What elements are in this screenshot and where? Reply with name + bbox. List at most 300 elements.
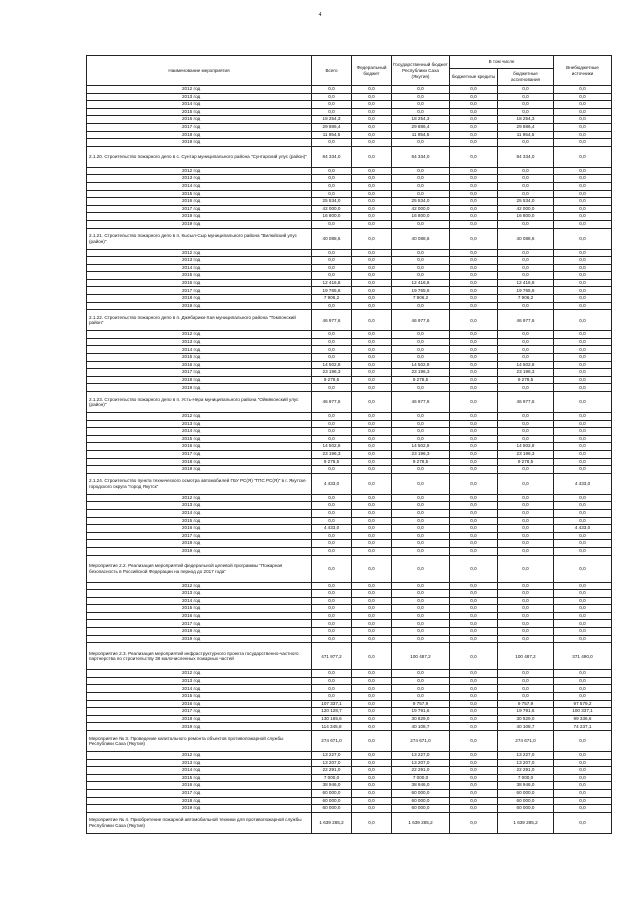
federal-value: 0,0 bbox=[352, 612, 392, 620]
offbudget-value: 0,0 bbox=[554, 220, 612, 228]
alloc-value: 0,0 bbox=[498, 612, 554, 620]
credits-value: 0,0 bbox=[450, 287, 498, 295]
federal-value: 0,0 bbox=[352, 759, 392, 767]
offbudget-value: 0,0 bbox=[554, 139, 612, 147]
total-value: 0,0 bbox=[312, 220, 352, 228]
offbudget-value: 0,0 bbox=[554, 620, 612, 628]
alloc-value: 0,0 bbox=[498, 525, 554, 533]
credits-value: 0,0 bbox=[450, 131, 498, 139]
state-value: 14 502,8 bbox=[392, 361, 450, 369]
total-value: 12 416,8 bbox=[312, 279, 352, 287]
state-value: 23 196,3 bbox=[392, 450, 450, 458]
total-value: 0,0 bbox=[312, 628, 352, 636]
federal-value: 0,0 bbox=[352, 525, 392, 533]
year-row bbox=[87, 123, 612, 131]
state-value: 0,0 bbox=[392, 590, 450, 598]
offbudget-value: 0,0 bbox=[554, 264, 612, 272]
federal-value: 0,0 bbox=[352, 131, 392, 139]
alloc-value: 0,0 bbox=[498, 384, 554, 392]
offbudget-value: 0,0 bbox=[554, 502, 612, 510]
total-value: 7 906,2 bbox=[312, 295, 352, 303]
year-row bbox=[87, 693, 612, 701]
state-value: 0,0 bbox=[392, 547, 450, 555]
year-row bbox=[87, 86, 612, 94]
year-row bbox=[87, 264, 612, 272]
year-label: 2016 год bbox=[87, 361, 312, 369]
year-row bbox=[87, 272, 612, 280]
year-label: 2019 год bbox=[87, 805, 312, 813]
credits-value: 0,0 bbox=[450, 458, 498, 466]
year-label: 2014 год bbox=[87, 767, 312, 775]
total-value: 22 291,0 bbox=[312, 767, 352, 775]
year-row bbox=[87, 759, 612, 767]
year-label: 2012 год bbox=[87, 413, 312, 421]
offbudget-value: 0,0 bbox=[554, 693, 612, 701]
year-row bbox=[87, 257, 612, 265]
federal-value: 0,0 bbox=[352, 494, 392, 502]
total-value: 107 337,1 bbox=[312, 700, 352, 708]
federal-value: 0,0 bbox=[352, 582, 392, 590]
year-row bbox=[87, 605, 612, 613]
credits-value: 0,0 bbox=[450, 774, 498, 782]
federal-value: 0,0 bbox=[352, 767, 392, 775]
year-row bbox=[87, 540, 612, 548]
total-value: 0,0 bbox=[312, 428, 352, 436]
federal-value: 0,0 bbox=[352, 295, 392, 303]
credits-value: 0,0 bbox=[450, 473, 498, 494]
credits-value: 0,0 bbox=[450, 108, 498, 116]
year-row bbox=[87, 774, 612, 782]
total-value: 9 278,5 bbox=[312, 458, 352, 466]
alloc-value: 25 534,0 bbox=[498, 198, 554, 206]
offbudget-value: 0,0 bbox=[554, 93, 612, 101]
alloc-value: 46 977,6 bbox=[498, 392, 554, 413]
total-value: 11 954,5 bbox=[312, 131, 352, 139]
total-value: 14 502,8 bbox=[312, 443, 352, 451]
state-value: 7 000,0 bbox=[392, 774, 450, 782]
alloc-value: 46 977,6 bbox=[498, 310, 554, 331]
federal-value: 0,0 bbox=[352, 146, 392, 167]
state-value: 60 000,0 bbox=[392, 805, 450, 813]
measure-row bbox=[87, 643, 612, 670]
state-value: 0,0 bbox=[392, 502, 450, 510]
alloc-value: 0,0 bbox=[498, 175, 554, 183]
credits-value: 0,0 bbox=[450, 116, 498, 124]
offbudget-value: 97 579,2 bbox=[554, 700, 612, 708]
alloc-value: 19 791,6 bbox=[498, 708, 554, 716]
total-value: 4 433,0 bbox=[312, 525, 352, 533]
federal-value: 0,0 bbox=[352, 175, 392, 183]
measure-row bbox=[87, 146, 612, 167]
offbudget-value: 0,0 bbox=[554, 249, 612, 257]
offbudget-value: 0,0 bbox=[554, 547, 612, 555]
offbudget-value: 0,0 bbox=[554, 685, 612, 693]
state-value: 0,0 bbox=[392, 331, 450, 339]
alloc-value: 100 487,2 bbox=[498, 643, 554, 670]
measure-name: 2.1.23. Строительство пожарного депо в п. Усть-Нера муниципального района "Оймяконский улус (район)" bbox=[87, 392, 312, 413]
total-value: 0,0 bbox=[312, 590, 352, 598]
year-label: 2019 год bbox=[87, 139, 312, 147]
alloc-value: 0,0 bbox=[498, 597, 554, 605]
alloc-value: 16 800,0 bbox=[498, 213, 554, 221]
alloc-value: 13 227,0 bbox=[498, 752, 554, 760]
state-value: 0,0 bbox=[392, 555, 450, 582]
year-label: 2015 год bbox=[87, 190, 312, 198]
year-label: 2016 год bbox=[87, 782, 312, 790]
offbudget-value: 0,0 bbox=[554, 167, 612, 175]
alloc-value: 40 088,6 bbox=[498, 228, 554, 249]
offbudget-value: 0,0 bbox=[554, 532, 612, 540]
alloc-value: 0,0 bbox=[498, 331, 554, 339]
credits-value: 0,0 bbox=[450, 789, 498, 797]
year-label: 2017 год bbox=[87, 287, 312, 295]
year-row bbox=[87, 376, 612, 384]
year-label: 2015 год bbox=[87, 272, 312, 280]
federal-value: 0,0 bbox=[352, 458, 392, 466]
federal-value: 0,0 bbox=[352, 708, 392, 716]
credits-value: 0,0 bbox=[450, 101, 498, 109]
year-label: 2016 год bbox=[87, 525, 312, 533]
state-value: 0,0 bbox=[392, 384, 450, 392]
federal-value: 0,0 bbox=[352, 620, 392, 628]
total-value: 1 639 285,2 bbox=[312, 812, 352, 833]
federal-value: 0,0 bbox=[352, 108, 392, 116]
state-value: 84 334,0 bbox=[392, 146, 450, 167]
offbudget-value: 99 336,6 bbox=[554, 715, 612, 723]
credits-value: 0,0 bbox=[450, 620, 498, 628]
year-row bbox=[87, 205, 612, 213]
year-label: 2012 год bbox=[87, 167, 312, 175]
state-value: 0,0 bbox=[392, 670, 450, 678]
federal-value: 0,0 bbox=[352, 420, 392, 428]
measure-row bbox=[87, 555, 612, 582]
alloc-value: 0,0 bbox=[498, 494, 554, 502]
state-value: 0,0 bbox=[392, 182, 450, 190]
total-value: 25 534,0 bbox=[312, 198, 352, 206]
federal-value: 0,0 bbox=[352, 376, 392, 384]
federal-value: 0,0 bbox=[352, 812, 392, 833]
measure-name: Мероприятие № 4. Приобретение пожарной автомобильной техники для противопожарной службы Республики Саха (Якутия) bbox=[87, 812, 312, 833]
year-label: 2017 год bbox=[87, 532, 312, 540]
credits-value: 0,0 bbox=[450, 466, 498, 474]
year-label: 2013 год bbox=[87, 677, 312, 685]
state-value: 29 886,4 bbox=[392, 123, 450, 131]
credits-value: 0,0 bbox=[450, 752, 498, 760]
federal-value: 0,0 bbox=[352, 466, 392, 474]
total-value: 0,0 bbox=[312, 517, 352, 525]
federal-value: 0,0 bbox=[352, 182, 392, 190]
alloc-value: 0,0 bbox=[498, 101, 554, 109]
federal-value: 0,0 bbox=[352, 310, 392, 331]
year-label: 2017 год bbox=[87, 789, 312, 797]
federal-value: 0,0 bbox=[352, 532, 392, 540]
state-value: 0,0 bbox=[392, 605, 450, 613]
state-value: 0,0 bbox=[392, 420, 450, 428]
federal-value: 0,0 bbox=[352, 605, 392, 613]
offbudget-value: 0,0 bbox=[554, 450, 612, 458]
federal-value: 0,0 bbox=[352, 731, 392, 752]
alloc-value: 60 000,0 bbox=[498, 805, 554, 813]
year-label: 2013 год bbox=[87, 502, 312, 510]
federal-value: 0,0 bbox=[352, 774, 392, 782]
total-value: 120 128,7 bbox=[312, 708, 352, 716]
credits-value: 0,0 bbox=[450, 420, 498, 428]
offbudget-value: 0,0 bbox=[554, 590, 612, 598]
offbudget-value: 0,0 bbox=[554, 198, 612, 206]
federal-value: 0,0 bbox=[352, 723, 392, 731]
total-value: 0,0 bbox=[312, 597, 352, 605]
state-value: 0,0 bbox=[392, 494, 450, 502]
state-value: 0,0 bbox=[392, 249, 450, 257]
year-row bbox=[87, 331, 612, 339]
state-value: 60 000,0 bbox=[392, 789, 450, 797]
total-value: 0,0 bbox=[312, 302, 352, 310]
year-row bbox=[87, 220, 612, 228]
total-value: 0,0 bbox=[312, 108, 352, 116]
year-label: 2013 год bbox=[87, 257, 312, 265]
total-value: 0,0 bbox=[312, 466, 352, 474]
total-value: 114 345,8 bbox=[312, 723, 352, 731]
federal-value: 0,0 bbox=[352, 555, 392, 582]
year-label: 2018 год bbox=[87, 131, 312, 139]
federal-value: 0,0 bbox=[352, 509, 392, 517]
total-value: 84 334,0 bbox=[312, 146, 352, 167]
federal-value: 0,0 bbox=[352, 700, 392, 708]
measure-name: Мероприятие № 3. Проведение капитального ремонта объектов противопожарной службы Республики Саха (Якутия) bbox=[87, 731, 312, 752]
alloc-value: 84 334,0 bbox=[498, 146, 554, 167]
state-value: 0,0 bbox=[392, 264, 450, 272]
state-value: 0,0 bbox=[392, 354, 450, 362]
total-value: 0,0 bbox=[312, 670, 352, 678]
offbudget-value: 0,0 bbox=[554, 767, 612, 775]
credits-value: 0,0 bbox=[450, 257, 498, 265]
year-row bbox=[87, 279, 612, 287]
total-value: 0,0 bbox=[312, 384, 352, 392]
total-value: 0,0 bbox=[312, 190, 352, 198]
total-value: 130 165,6 bbox=[312, 715, 352, 723]
credits-value: 0,0 bbox=[450, 361, 498, 369]
total-value: 0,0 bbox=[312, 257, 352, 265]
federal-value: 0,0 bbox=[352, 264, 392, 272]
col-credits-header: бюджетные кредиты bbox=[450, 69, 498, 86]
alloc-value: 0,0 bbox=[498, 555, 554, 582]
alloc-value: 0,0 bbox=[498, 502, 554, 510]
credits-value: 0,0 bbox=[450, 582, 498, 590]
year-row bbox=[87, 517, 612, 525]
year-label: 2019 год bbox=[87, 466, 312, 474]
alloc-value: 274 671,0 bbox=[498, 731, 554, 752]
year-row bbox=[87, 93, 612, 101]
alloc-value: 0,0 bbox=[498, 628, 554, 636]
total-value: 40 088,6 bbox=[312, 228, 352, 249]
year-label: 2019 год bbox=[87, 302, 312, 310]
federal-value: 0,0 bbox=[352, 789, 392, 797]
state-value: 0,0 bbox=[392, 582, 450, 590]
alloc-value: 9 757,9 bbox=[498, 700, 554, 708]
state-value: 0,0 bbox=[392, 525, 450, 533]
total-value: 0,0 bbox=[312, 331, 352, 339]
federal-value: 0,0 bbox=[352, 338, 392, 346]
state-value: 0,0 bbox=[392, 466, 450, 474]
offbudget-value: 0,0 bbox=[554, 279, 612, 287]
federal-value: 0,0 bbox=[352, 435, 392, 443]
year-label: 2013 год bbox=[87, 590, 312, 598]
credits-value: 0,0 bbox=[450, 612, 498, 620]
alloc-value: 0,0 bbox=[498, 582, 554, 590]
state-value: 0,0 bbox=[392, 532, 450, 540]
year-row bbox=[87, 466, 612, 474]
total-value: 9 278,5 bbox=[312, 376, 352, 384]
offbudget-value: 0,0 bbox=[554, 752, 612, 760]
alloc-value: 22 291,0 bbox=[498, 767, 554, 775]
total-value: 0,0 bbox=[312, 555, 352, 582]
total-value: 0,0 bbox=[312, 249, 352, 257]
offbudget-value: 0,0 bbox=[554, 635, 612, 643]
credits-value: 0,0 bbox=[450, 693, 498, 701]
credits-value: 0,0 bbox=[450, 413, 498, 421]
federal-value: 0,0 bbox=[352, 443, 392, 451]
credits-value: 0,0 bbox=[450, 376, 498, 384]
alloc-value: 0,0 bbox=[498, 420, 554, 428]
alloc-value: 0,0 bbox=[498, 532, 554, 540]
year-row bbox=[87, 175, 612, 183]
credits-value: 0,0 bbox=[450, 346, 498, 354]
offbudget-value: 0,0 bbox=[554, 466, 612, 474]
total-value: 0,0 bbox=[312, 93, 352, 101]
total-value: 38 946,0 bbox=[312, 782, 352, 790]
offbudget-value: 0,0 bbox=[554, 420, 612, 428]
total-value: 4 433,0 bbox=[312, 473, 352, 494]
col-alloc-header: бюджетные ассигнования bbox=[498, 69, 554, 86]
alloc-value: 0,0 bbox=[498, 635, 554, 643]
state-value: 1 639 285,2 bbox=[392, 812, 450, 833]
state-value: 0,0 bbox=[392, 167, 450, 175]
alloc-value: 0,0 bbox=[498, 264, 554, 272]
federal-value: 0,0 bbox=[352, 517, 392, 525]
credits-value: 0,0 bbox=[450, 643, 498, 670]
offbudget-value: 0,0 bbox=[554, 190, 612, 198]
state-value: 0,0 bbox=[392, 428, 450, 436]
alloc-value: 0,0 bbox=[498, 413, 554, 421]
offbudget-value: 0,0 bbox=[554, 774, 612, 782]
state-value: 0,0 bbox=[392, 272, 450, 280]
credits-value: 0,0 bbox=[450, 812, 498, 833]
credits-value: 0,0 bbox=[450, 369, 498, 377]
credits-value: 0,0 bbox=[450, 540, 498, 548]
state-value: 0,0 bbox=[392, 540, 450, 548]
offbudget-value: 0,0 bbox=[554, 789, 612, 797]
year-row bbox=[87, 287, 612, 295]
offbudget-value: 0,0 bbox=[554, 369, 612, 377]
alloc-value: 0,0 bbox=[498, 509, 554, 517]
year-row bbox=[87, 597, 612, 605]
federal-value: 0,0 bbox=[352, 752, 392, 760]
federal-value: 0,0 bbox=[352, 167, 392, 175]
total-value: 0,0 bbox=[312, 540, 352, 548]
alloc-value: 13 207,0 bbox=[498, 759, 554, 767]
year-row bbox=[87, 384, 612, 392]
offbudget-value: 0,0 bbox=[554, 782, 612, 790]
offbudget-value: 0,0 bbox=[554, 310, 612, 331]
offbudget-value: 0,0 bbox=[554, 555, 612, 582]
offbudget-value: 0,0 bbox=[554, 228, 612, 249]
credits-value: 0,0 bbox=[450, 302, 498, 310]
state-value: 19 791,6 bbox=[392, 708, 450, 716]
offbudget-value: 0,0 bbox=[554, 517, 612, 525]
offbudget-value: 0,0 bbox=[554, 670, 612, 678]
year-label: 2018 год bbox=[87, 628, 312, 636]
offbudget-value: 0,0 bbox=[554, 443, 612, 451]
federal-value: 0,0 bbox=[352, 715, 392, 723]
federal-value: 0,0 bbox=[352, 384, 392, 392]
federal-value: 0,0 bbox=[352, 643, 392, 670]
credits-value: 0,0 bbox=[450, 167, 498, 175]
year-label: 2014 год bbox=[87, 428, 312, 436]
year-label: 2014 год bbox=[87, 597, 312, 605]
offbudget-value: 0,0 bbox=[554, 205, 612, 213]
alloc-value: 0,0 bbox=[498, 346, 554, 354]
state-value: 14 502,8 bbox=[392, 443, 450, 451]
alloc-value: 60 000,0 bbox=[498, 797, 554, 805]
year-row bbox=[87, 435, 612, 443]
federal-value: 0,0 bbox=[352, 677, 392, 685]
total-value: 46 977,6 bbox=[312, 392, 352, 413]
state-value: 0,0 bbox=[392, 257, 450, 265]
credits-value: 0,0 bbox=[450, 450, 498, 458]
year-label: 2016 год bbox=[87, 700, 312, 708]
year-label: 2015 год bbox=[87, 435, 312, 443]
year-row bbox=[87, 620, 612, 628]
alloc-value: 0,0 bbox=[498, 167, 554, 175]
federal-value: 0,0 bbox=[352, 670, 392, 678]
state-value: 0,0 bbox=[392, 108, 450, 116]
year-label: 2016 год bbox=[87, 443, 312, 451]
offbudget-value: 0,0 bbox=[554, 123, 612, 131]
credits-value: 0,0 bbox=[450, 190, 498, 198]
offbudget-value: 0,0 bbox=[554, 182, 612, 190]
credits-value: 0,0 bbox=[450, 547, 498, 555]
state-value: 0,0 bbox=[392, 685, 450, 693]
year-label: 2018 год bbox=[87, 376, 312, 384]
alloc-value: 0,0 bbox=[498, 190, 554, 198]
total-value: 0,0 bbox=[312, 612, 352, 620]
total-value: 0,0 bbox=[312, 346, 352, 354]
credits-value: 0,0 bbox=[450, 86, 498, 94]
offbudget-value: 0,0 bbox=[554, 597, 612, 605]
year-label: 2012 год bbox=[87, 86, 312, 94]
state-value: 0,0 bbox=[392, 612, 450, 620]
credits-value: 0,0 bbox=[450, 700, 498, 708]
col-incl-header: В том числе bbox=[450, 56, 554, 69]
offbudget-value: 0,0 bbox=[554, 509, 612, 517]
year-row bbox=[87, 190, 612, 198]
federal-value: 0,0 bbox=[352, 597, 392, 605]
alloc-value: 9 278,5 bbox=[498, 458, 554, 466]
federal-value: 0,0 bbox=[352, 628, 392, 636]
offbudget-value: 0,0 bbox=[554, 797, 612, 805]
alloc-value: 14 502,8 bbox=[498, 361, 554, 369]
year-row bbox=[87, 789, 612, 797]
credits-value: 0,0 bbox=[450, 517, 498, 525]
federal-value: 0,0 bbox=[352, 590, 392, 598]
credits-value: 0,0 bbox=[450, 532, 498, 540]
credits-value: 0,0 bbox=[450, 428, 498, 436]
total-value: 29 886,4 bbox=[312, 123, 352, 131]
total-value: 471 977,2 bbox=[312, 643, 352, 670]
state-value: 22 291,0 bbox=[392, 767, 450, 775]
table-header bbox=[87, 56, 612, 86]
year-label: 2014 год bbox=[87, 509, 312, 517]
